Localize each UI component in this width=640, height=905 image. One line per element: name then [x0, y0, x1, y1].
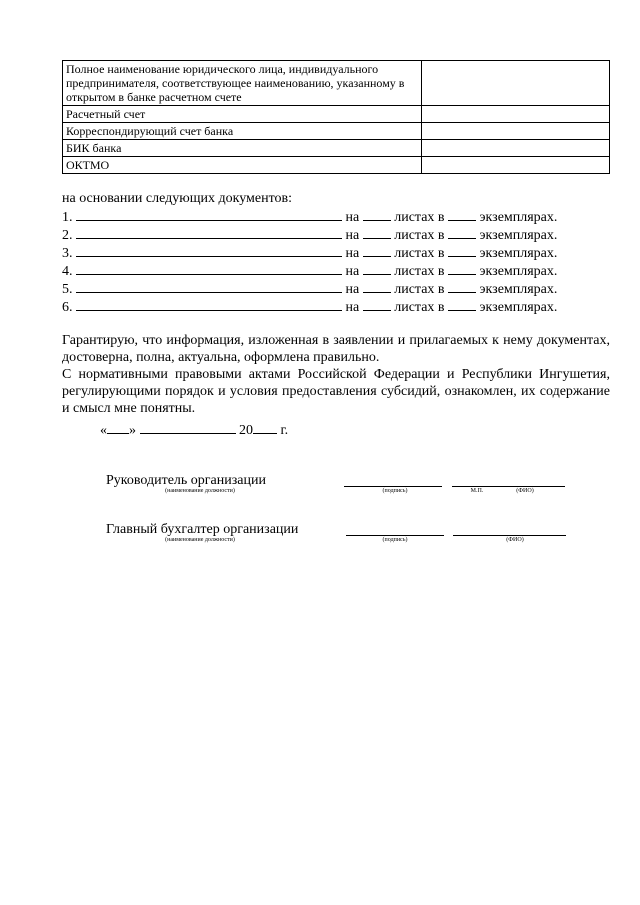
- document-on-text: на: [345, 228, 360, 243]
- document-line: [62, 297, 610, 314]
- table-cell-label: Корреспондирующий счет банка: [63, 123, 422, 140]
- day-field[interactable]: [107, 420, 129, 434]
- document-name-field[interactable]: [76, 207, 342, 221]
- accountant-name-line[interactable]: [453, 535, 566, 536]
- document-on-text: на: [345, 246, 360, 261]
- document-sheets-text: листах в: [394, 282, 445, 297]
- document-on-text: на: [345, 300, 360, 315]
- document-line: [62, 279, 610, 296]
- table-cell-value[interactable]: [422, 106, 610, 123]
- document-line: [62, 225, 610, 242]
- document-sheets-text: листах в: [394, 210, 445, 225]
- document-on-text: на: [345, 282, 360, 297]
- table-cell-value[interactable]: [422, 157, 610, 174]
- table-cell-label: Полное наименование юридического лица, индивидуального предпринимателя, соответствующее наименованию, указанному в открытом в банке расчетном счете: [63, 61, 422, 106]
- accountant-title: Главный бухгалтер организации: [106, 522, 299, 537]
- stamp-label: М.П.: [470, 488, 484, 494]
- accountant-position-hint: (наименование должности): [165, 537, 235, 543]
- head-signature-hint: (подпись): [382, 488, 408, 494]
- table-row: [63, 123, 610, 140]
- document-name-field[interactable]: [76, 297, 342, 311]
- copies-count-field[interactable]: [448, 225, 476, 239]
- table-row: [63, 61, 610, 106]
- document-number: 4.: [62, 264, 73, 279]
- date-line: [100, 420, 288, 439]
- table-cell-label: БИК банка: [63, 140, 422, 157]
- sheets-count-field[interactable]: [363, 225, 391, 239]
- head-title: Руководитель организации: [106, 473, 266, 488]
- document-line: [62, 261, 610, 278]
- table-cell-label: ОКТМО: [63, 157, 422, 174]
- sheets-count-field[interactable]: [363, 297, 391, 311]
- table-cell-value[interactable]: [422, 123, 610, 140]
- document-line: [62, 243, 610, 260]
- document-number: 2.: [62, 228, 73, 243]
- document-name-field[interactable]: [76, 243, 342, 257]
- table-cell-value[interactable]: [422, 140, 610, 157]
- sheets-count-field[interactable]: [363, 261, 391, 275]
- year-suffix: г.: [280, 423, 289, 438]
- sheets-count-field[interactable]: [363, 279, 391, 293]
- document-name-field[interactable]: [76, 279, 342, 293]
- document-sheets-text: листах в: [394, 264, 445, 279]
- table-row: [63, 106, 610, 123]
- document-number: 5.: [62, 282, 73, 297]
- document-sheets-text: листах в: [394, 300, 445, 315]
- acknowledgement-paragraph: С нормативными правовыми актами Российской Федерации и Республики Ингушетия, регулирующими порядок и условия предоставления субсидий, ознакомлен, их содержание и смысл мне понятны.: [62, 367, 610, 416]
- document-copies-text: экземплярах.: [479, 300, 558, 315]
- head-name-line[interactable]: [452, 486, 565, 487]
- year-prefix: 20: [239, 423, 253, 438]
- copies-count-field[interactable]: [448, 243, 476, 257]
- date-close-quote: »: [129, 423, 136, 438]
- document-on-text: на: [345, 210, 360, 225]
- document-sheets-text: листах в: [394, 228, 445, 243]
- table-cell-label: Расчетный счет: [63, 106, 422, 123]
- documents-intro: на основании следующих документов:: [62, 191, 293, 206]
- table-row: [63, 157, 610, 174]
- document-number: 1.: [62, 210, 73, 225]
- accountant-signature-line[interactable]: [346, 535, 444, 536]
- accountant-signature-hint: (подпись): [382, 537, 408, 543]
- document-on-text: на: [345, 264, 360, 279]
- sheets-count-field[interactable]: [363, 207, 391, 221]
- document-copies-text: экземплярах.: [479, 210, 558, 225]
- table-cell-value[interactable]: [422, 61, 610, 106]
- sheets-count-field[interactable]: [363, 243, 391, 257]
- head-position-hint: (наименование должности): [165, 488, 235, 494]
- document-name-field[interactable]: [76, 261, 342, 275]
- table-row: [63, 140, 610, 157]
- document-number: 3.: [62, 246, 73, 261]
- copies-count-field[interactable]: [448, 207, 476, 221]
- document-name-field[interactable]: [76, 225, 342, 239]
- copies-count-field[interactable]: [448, 297, 476, 311]
- document-copies-text: экземплярах.: [479, 264, 558, 279]
- year-field[interactable]: [253, 420, 277, 434]
- document-copies-text: экземплярах.: [479, 282, 558, 297]
- head-name-hint: (ФИО): [516, 488, 534, 494]
- document-copies-text: экземплярах.: [479, 246, 558, 261]
- accountant-name-hint: (ФИО): [506, 537, 524, 543]
- guarantee-paragraph: Гарантирую, что информация, изложенная в заявлении и прилагаемых к нему документах, достоверна, полна, актуальна, оформлена правильно.: [62, 333, 610, 365]
- head-signature-line[interactable]: [344, 486, 442, 487]
- document-sheets-text: листах в: [394, 246, 445, 261]
- copies-count-field[interactable]: [448, 261, 476, 275]
- document-copies-text: экземплярах.: [479, 228, 558, 243]
- bank-details-table: [62, 60, 610, 174]
- document-line: [62, 207, 610, 224]
- document-number: 6.: [62, 300, 73, 315]
- month-field[interactable]: [140, 420, 236, 434]
- date-open-quote: «: [100, 423, 107, 438]
- copies-count-field[interactable]: [448, 279, 476, 293]
